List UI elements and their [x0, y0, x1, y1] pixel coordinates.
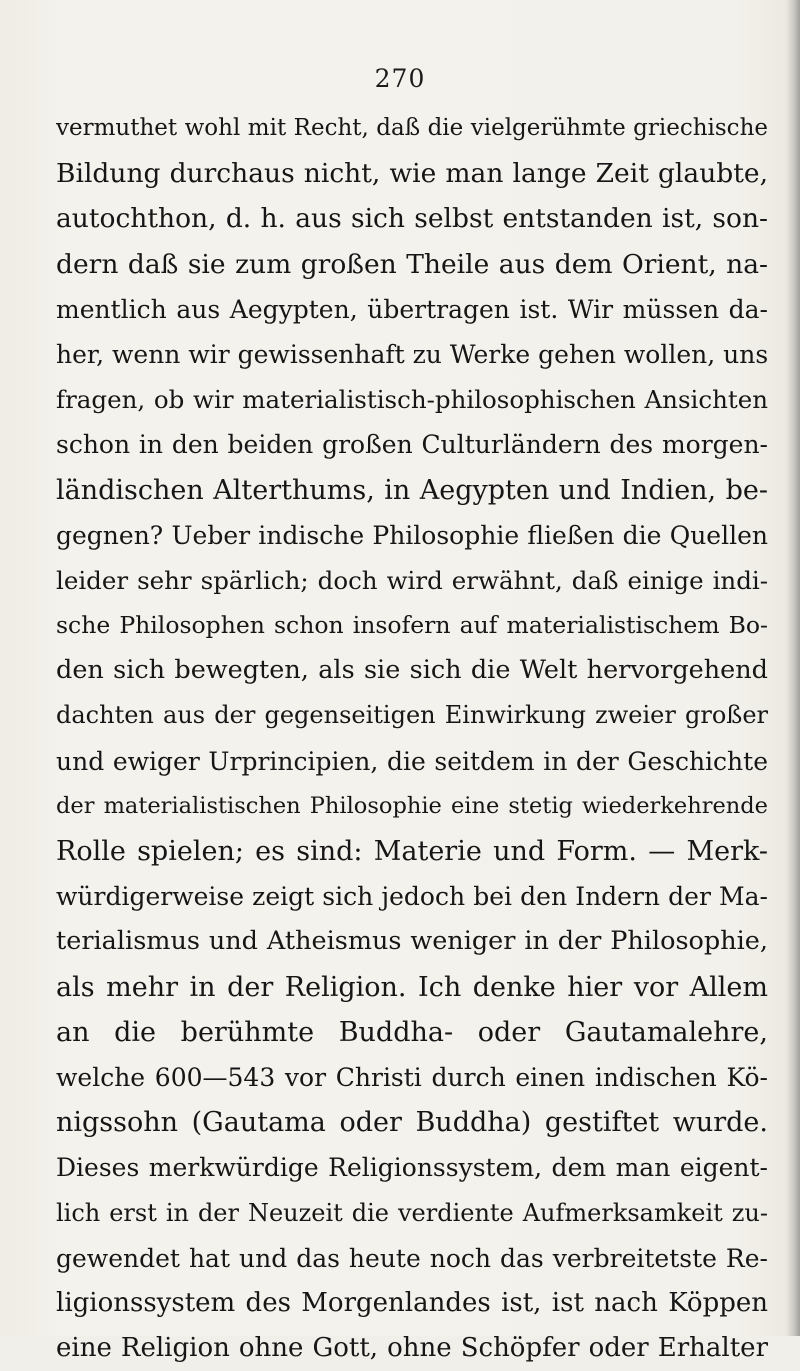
text-line: Rolle spielen; es sind: Materie und Form. — Merk- [56, 836, 768, 867]
text-line: ländischen Alterthums, in Aegypten und Indien, be- [56, 474, 768, 506]
text-line: eine Religion ohne Gott, ohne Schöpfer oder Erhalter [56, 1333, 768, 1364]
text-line: dern daß sie zum großen Theile aus dem Orient, na- [56, 248, 768, 280]
text-line: fragen, ob wir materialistisch-philosophischen Ansichten [56, 385, 768, 415]
text-line: dachten aus der gegenseitigen Einwirkung zweier großer [56, 701, 768, 730]
text-line: welche 600—543 vor Christi durch einen indischen Kö- [56, 1062, 768, 1092]
text-line: ligionssystem des Morgenlandes ist, ist nach Köppen [56, 1287, 768, 1318]
text-line: den sich bewegten, als sie sich die Welt hervorgehend [56, 655, 768, 686]
text-line: gewendet hat und das heute noch das verbreitetste Re- [56, 1243, 768, 1273]
text-line: Bildung durchaus nicht, wie man lange Zeit glaubte, [56, 158, 768, 190]
text-line: autochthon, d. h. aus sich selbst entstanden ist, son- [56, 203, 768, 235]
text-line: schon in den beiden großen Culturländern des morgen- [56, 430, 768, 460]
text-line: und ewiger Urprincipien, die seitdem in der Geschichte [56, 746, 768, 776]
text-line: sche Philosophen schon insofern auf materialistischem Bo- [56, 611, 768, 640]
text-line: leider sehr spärlich; doch wird erwähnt, daß einige indi- [56, 565, 768, 595]
text-line: mentlich aus Aegypten, übertragen ist. Wir müssen da- [56, 294, 768, 324]
text-line: der materialistischen Philosophie eine stetig wiederkehrende [56, 792, 768, 819]
page-edge-shadow [786, 0, 800, 1336]
text-line: Dieses merkwürdige Religionssystem, dem man eigent- [56, 1153, 768, 1183]
body-text [56, 106, 768, 1371]
page-number: 270 [374, 64, 426, 93]
text-line: als mehr in der Religion. Ich denke hier vor Allem [56, 971, 768, 1003]
text-line: lich erst in der Neuzeit die verdiente Aufmerksamkeit zu- [56, 1198, 768, 1227]
text-line: her, wenn wir gewissenhaft zu Werke gehen wollen, uns [56, 339, 768, 369]
text-line: würdigerweise zeigt sich jedoch bei den Indern der Ma- [56, 882, 768, 912]
text-line: nigssohn (Gautama oder Buddha) gestiftet wurde. [56, 1107, 768, 1139]
text-line: an die berühmte Buddha- oder Gautamalehre, [56, 1016, 768, 1048]
text-line: vermuthet wohl mit Recht, daß die vielgerühmte griechische [56, 115, 768, 141]
text-line: terialismus und Atheismus weniger in der Philosophie, [56, 926, 768, 957]
text-line: gegnen? Ueber indische Philosophie fließen die Quellen [56, 520, 768, 550]
